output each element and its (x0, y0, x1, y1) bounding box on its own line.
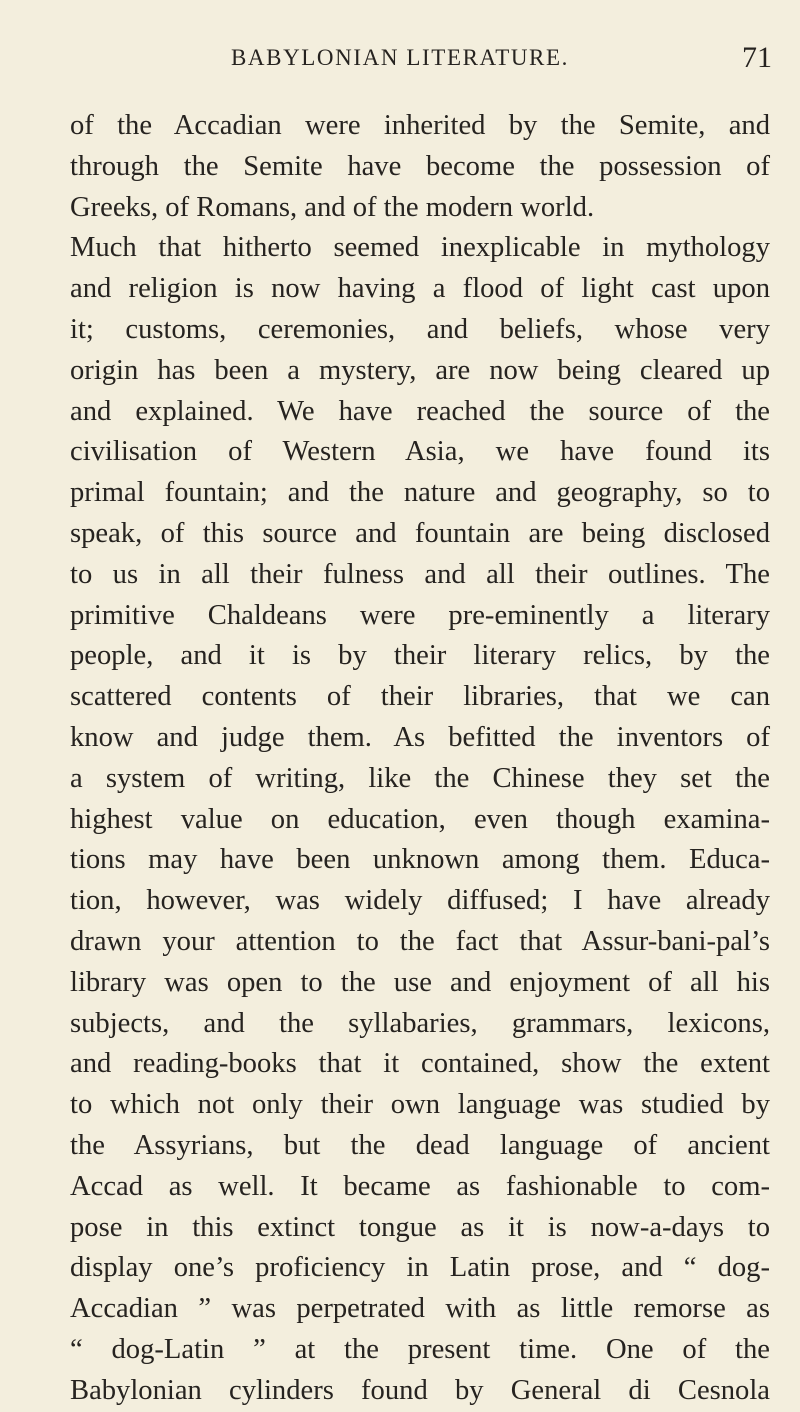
text-line: display one’s proficiency in Latin prose, and “ dog- (70, 1252, 770, 1284)
text-line: primitive Chaldeans were pre-eminently a literary (70, 599, 770, 631)
body-text (70, 106, 770, 1412)
text-line: Accadian ” was perpetrated with as little remorse as (70, 1293, 770, 1325)
text-line: tions may have been unknown among them. Educa- (70, 844, 770, 876)
text-line: know and judge them. As befitted the inventors of (70, 721, 770, 753)
running-title: BABYLONIAN LITERATURE. (230, 45, 569, 70)
text-line: Accad as well. It became as fashionable to com- (70, 1170, 770, 1202)
text-line: pose in this extinct tongue as it is now-a-days to (70, 1211, 770, 1243)
running-head (0, 42, 800, 82)
text-line: it; customs, ceremonies, and beliefs, whose very (70, 313, 770, 345)
text-line: Much that hitherto seemed inexplicable in mythology (70, 232, 770, 264)
text-line: a system of writing, like the Chinese they set the (70, 762, 770, 794)
text-line: Babylonian cylinders found by General di Cesnola (70, 1374, 770, 1406)
text-line: origin has been a mystery, are now being cleared up (70, 354, 770, 386)
text-line: and reading-books that it contained, show the extent (70, 1048, 770, 1080)
text-line: civilisation of Western Asia, we have found its (70, 436, 770, 468)
text-line: to us in all their fulness and all their outlines. The (70, 558, 770, 590)
text-line: drawn your attention to the fact that Assur-bani-pal’s (70, 925, 770, 957)
text-line: of the Accadian were inherited by the Semite, and (70, 110, 770, 141)
text-line: “ dog-Latin ” at the present time. One of the (70, 1333, 770, 1365)
text-line: scattered contents of their libraries, that we can (70, 681, 770, 713)
text-line: Greeks, of Romans, and of the modern world. (70, 191, 595, 223)
text-line: subjects, and the syllabaries, grammars, lexicons, (70, 1007, 770, 1039)
text-line: the Assyrians, but the dead language of ancient (70, 1129, 770, 1161)
text-line: and religion is now having a flood of light cast upon (70, 273, 770, 305)
text-line: and explained. We have reached the source of the (70, 395, 770, 427)
text-line: library was open to the use and enjoyment of all his (70, 966, 770, 998)
text-line: highest value on education, even though examina- (70, 803, 770, 835)
text-line: through the Semite have become the possession of (70, 150, 770, 182)
text-line: primal fountain; and the nature and geography, so to (70, 477, 770, 509)
page-number: 71 (742, 41, 772, 74)
text-line: people, and it is by their literary relics, by the (70, 640, 770, 672)
text-line: to which not only their own language was studied by (70, 1089, 770, 1121)
text-line: tion, however, was widely diffused; I have already (70, 885, 770, 917)
text-line: speak, of this source and fountain are being disclosed (70, 517, 770, 549)
